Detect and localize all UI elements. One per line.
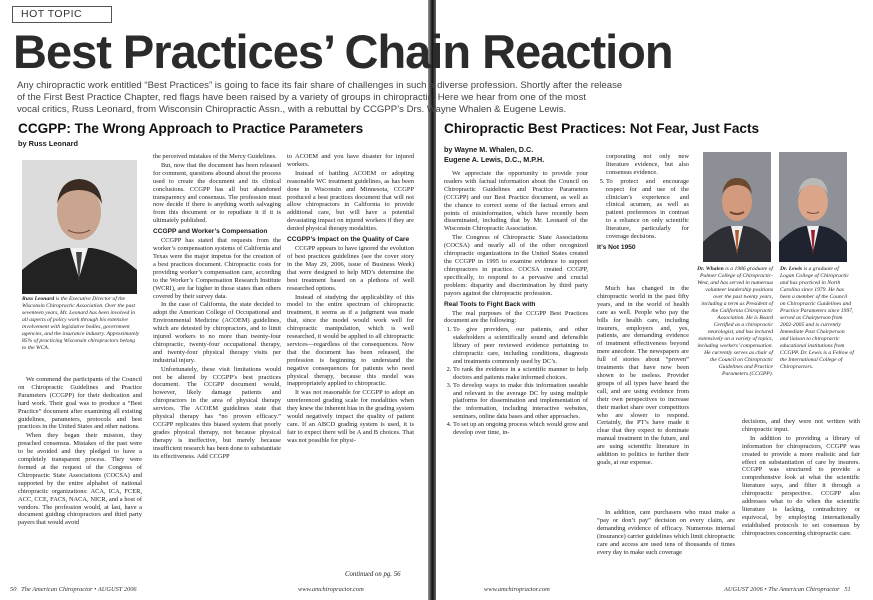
whalen-photo [703,152,771,262]
paragraph: Instead of battling ACOEM or adopting reasonable WC treatment guidelines, as has been done in Wisconsin and Minnesota, CCGPP produced a best practices document that will not allow chiropractors in California to provide additional care, but will have a potential devastating impact on injured workers if they are denied physical therapy modalities. [287,169,414,233]
left-column-1 [18,376,142,528]
paragraph: decisions, and they were not written with chiropractic input. [742,418,860,433]
section-badge: HOT TOPIC [12,6,112,23]
right-article-title: Chiropractic Best Practices: Not Fear, Just Facts [444,121,760,136]
paragraph: to ACOEM and you have disaster for injured workers. [287,153,414,168]
caption-text: is a graduate of Logan College of Chiropractic and has practiced in North Carolina since 1979. He has been a member of the Council on Chiropractic Guidelines and Practice Parameters since 1997, served as Chairperson from 2002-2005 and is currently Immediate Past Chairperson and liaison to chiropractic educational institutions from CCGPP. Dr. Lewis is a Fellow of the International College of Chiropractors. [780,266,854,370]
list-item: 2. To rank the evidence in a scientific manner to help doctors and patients make informed choices. [453,366,588,382]
paragraph: In addition to providing a library of information for chiropractors, CCGPP was created to provide a more realistic and fair effect on substantiation of care by insurers. CCGPP was structured to provide a comprehensive look at what the scientific literature says, and filter it through a chiropractic perspective. CCGPP also addresses what to do when the scientific literature is lacking, contradictory or equivocal, by employing internationally established protocols to set consensus by chiropractors concerning chiropractic care. [742,434,860,537]
paragraph: Instead of studying the applicability of this model to the entire spectrum of chiropractic treatment, it seems as if a judgment was made that, since the model would work well for chiropractic manipulation, which is well researched, it would be applied to all chiropractic services—regardless of the consequences. Now that the document has been released, the profession is beginning to understand the negative consequences for patients who need physical therapy, because this model was inappropriately applied to chiropractic. [287,293,414,388]
whalen-caption [697,266,773,378]
subhead: CCGPP’s Impact on the Quality of Care [287,236,410,244]
deck-line: Any chiropractic work entitled “Best Practices” is going to face its fair share of challenges in such a diverse profession. Shortly after the release [17,80,623,91]
paragraph: We appreciate the opportunity to provide your readers with factual information about the Council on Chiropractic Guidelines and Practice Parameters (CCGPP) and our Best Practice document, as well as the chance to correct some of the factual errors and points of misinformation, which have recently been disseminated, including that by Mr. Leonard of the Wisconsin Chiropractic Association. [444,170,588,233]
right-column-2 [597,153,689,253]
list-item: 1. To give providers, our patients, and other stakeholders a scientifically sound and defensible library of peer reviewed evidence pertaining to chiropractic care, including conditions, diagnosis and treatments commonly used by DC’s. [453,326,588,366]
paragraph: Unfortunately, these visit limitations would not be altered by CCGPP’s best practices document. The CCGPP document would, however, likely damage patients and chiropractors in the area of physical therapy services. The ACOEM guidelines state that physical therapy has “no proven efficacy.” CCGPP replicates this biased system that poorly grades physical therapy, not because physical therapy is ineffective, but merely because insufficient research has been done to substantiate its effectiveness. Add CCGPP [153,365,282,460]
right-column-2-body-b [597,509,735,557]
left-footer: 50 The American Chiropractor • AUGUST 2006 [10,586,137,593]
purposes-list-continued [597,178,689,241]
paragraph: the perceived mistakes of the Mercy Guidelines. [153,153,277,160]
headline: Best Practices’ Chain Reaction [13,25,673,78]
deck [17,80,862,117]
right-column-1 [444,170,588,437]
subhead: CCGPP and Worker’s Compensation [153,228,268,236]
right-byline-2: Eugene A. Lewis, D.C., M.P.H. [444,155,545,164]
paragraph: In the case of California, the state decided to adopt the American College of Occupational and Environmental Medicine (ACOEM) guidelines, which are detested by chiropractors, and to limit injured workers to no more than twenty-four chiropractic, twenty-four occupational therapy, and twenty-four physical therapy visits per industrial injury. [153,301,281,364]
subhead: Real Tools to Fight Back with [444,300,536,308]
left-byline: by Russ Leonard [18,139,78,148]
list-item: 5. To protect and encourage respect for and use of the clinician’s experience and clinical acumen, as well as patient preferences in contrast to a reliance on only scientific literature, particularly for coverage decisions. [606,178,689,241]
caption-name: Dr. Lewis [780,266,803,272]
paragraph: corporating not only new literature evidence, but also consensus evidence. [606,153,689,176]
russ-leonard-caption [22,296,140,352]
paragraph: CCGPP has stated that requests from the worker’s compensation systems of California and Texas were the major impetus for the creation of a best practices document. Chiropractic costs for providing worker’s compensation care, according to the Worker’s Compensation Research Institute (WCRI), are far higher in those states than others covered by their survey data. [153,237,281,300]
lewis-photo [779,152,847,262]
caption-text: is a 1986 graduate of Palmer College of Chiropractic-West, and has served in numerous volunteer leadership positions over the past twenty years, including a term as President of the California Chiropractic Association. He is Board Certified as a chiropractic neurologist, and has lectured extensively on a variety of topics, including workers’ compensation. He currently serves as chair of the Council on Chiropractic Guidelines and Practice Parameters (CCGPP). [697,266,773,377]
deck-line: of the First Best Practice Chapter, red flags have been raised by a variety of groups in chiropractic. Here we hear from one of the most [17,92,586,104]
caption-name: Dr. Whalen [697,266,724,272]
paragraph: Much has changed in the chiropractic world in the past fifty years, and in the world of health care as well. People who pay the bills for health care, including insurers, employers and, yes, patients, are demanding evidence of treatment effectiveness beyond mere anecdote. The newspapers are full of stories about “proven” treatments that have now been shown to be useless. Provider groups of all types have heard the call, and are using evidence from their own perspectives to increase their market share over competitors who are slower to respond. Certainly, the PT’s have made it clear that they expect to dominate manual treatment in the future, and are using scientific literature in addition to politics to further their goals, at our expense. [597,285,689,466]
deck-line: vocal critics, Russ Leonard, from Wisconsin Chiropractic Assn., with a rebuttal by CCGPP’s Drs. Wayne Whalen & Eugene Lewis. [17,104,567,116]
paragraph: CCGPP appears to have ignored the evolution of best practices guidelines (see the cover story in the May 29, 2006, issue of Business Week) that were designed to help MD’s determine the best treatment based on a plethora of well researched options. [287,245,414,292]
purposes-list [444,326,588,437]
continued-note: Continued on pg. 56 [345,571,401,578]
paragraph: The real purposes of the CCGPP Best Practices document are the following: [444,309,588,325]
list-item: 3. To develop ways to make this information useable and relevant to the average DC by using multiple platforms for dissemination and implementation of the information, including interactive websites, seminars, online data bases and other approaches. [453,382,588,422]
list-item: 4. To set up an ongoing process which would grow and develop over time, in- [453,421,588,437]
lewis-caption [780,266,854,371]
left-article-title: CCGPP: The Wrong Approach to Practice Parameters [18,121,364,136]
right-byline-1: by Wayne M. Whalen, D.C. [444,145,534,154]
russ-leonard-photo [22,160,137,294]
paragraph: The Congress of Chiropractic State Associations (COCSA) and nearly all of the other recognized chiropractic organizations in the United States created the CCGPP in 1995 to examine evidence to support chiropractors in practice. COCSA created CCGPP, specifically, to respond to a pervasive and crucial problem: disparity and discrimination by third party payors against the chiropractic profession. [444,234,588,297]
paragraph: But, now that the document has been released for comment, questions abound about the process used to create the document and its clinical conclusions. CCGPP has all but abandoned transparency and consensus. The profession must now decide if there is anything worth salvaging from this document or to repudiate it if it is ultimately published. [153,161,281,225]
left-column-2 [153,153,281,462]
caption-name: Russ Leonard [22,296,55,302]
paragraph: When they began their mission, they preached consensus. Mistakes of the past were to be avoided and they pledged to have a completely transparent process. They were formed at the request of the Congress of Chiropractic State Associations (COCSA) and supported by the entire alphabet of national chiropractic organizations: ACA, ICA, FCER, ACC, CCE, FACS, NACA, NICR, and a host of vendors. The profession would, at last, have a document guiding chiropractors and third party payers that would avoid [18,432,142,527]
right-footer: AUGUST 2006 • The American Chiropractor 51 [724,586,851,593]
right-column-3 [742,418,860,539]
subhead: It’s Not 1950 [597,243,636,251]
right-footer-url: www.amchiropractor.com [484,586,550,593]
left-footer-url: www.amchiropractor.com [298,586,364,593]
paragraph: It was not reasonable for CCGPP to adopt an unreferenced grading scale for modalities when they knew the inherent bias in the grading system would negatively impact the quality of patient care. If an ABCD grading system is used, it is fair to expect there will be A and B choices. That was not possible for physi- [287,389,414,444]
caption-text: is the Executive Director of the Wisconsin Chiropractic Association. Over the past seventeen years, Mr. Leonard has been involved in all aspects of policy work through his extensive involvement with legislative bodies, government agencies, and the insurance industry. Approximately 85% of practicing Wisconsin chiropractors belong to the WCA. [22,296,140,351]
right-column-2-body [597,285,689,468]
left-column-3 [287,153,414,446]
paragraph: We commend the participants of the Council on Chiropractic Guidelines and Practice Parameters (CCGPP) for their dedication and hard work. Their goal was to produce a “Best Practice” document after examining all existing guidelines, parameters, protocols and best practices in the United States and other nations. [18,376,142,431]
paragraph: In addition, care purchasers who must make a “pay or don’t pay” decision on every claim, are demanding evidence of efficacy. Numerous internal (insurance) carrier guidelines which limit chiropractic care and access are used tens of thousands of times every day to make such coverage [597,509,735,556]
